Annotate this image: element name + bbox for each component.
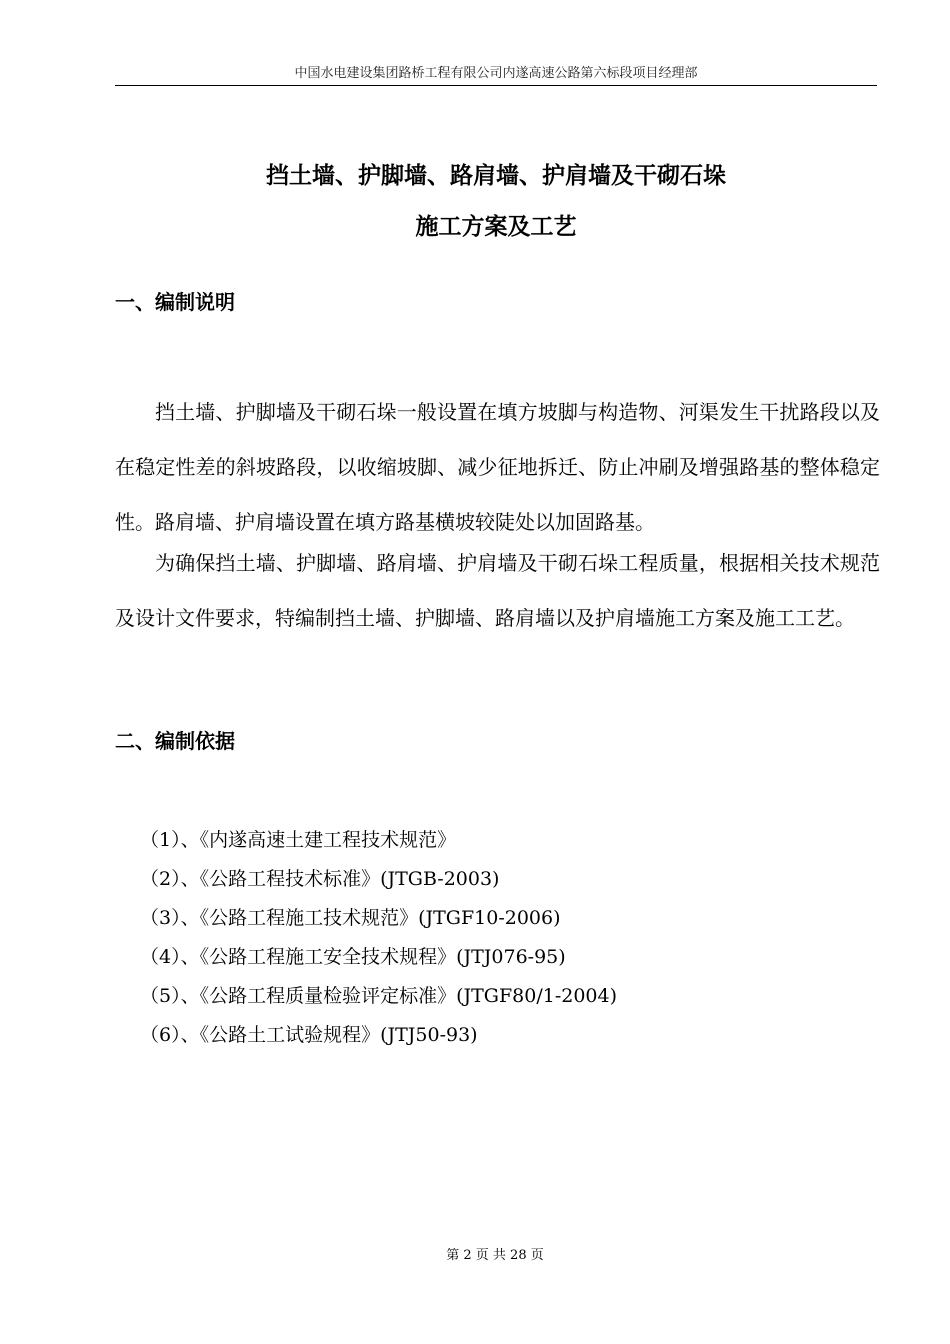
document-title-line-1: 挡土墙、护脚墙、路肩墙、护肩墙及干砌石垛 xyxy=(266,163,726,189)
page-number: 第 2 页 共 28 页 xyxy=(446,1248,544,1263)
reference-item: （3）、《公路工程施工技术规范》(JTGF10-2006) xyxy=(140,907,561,929)
section-heading-compilation-notes: 一、编制说明 xyxy=(115,290,235,314)
paragraph-2: 为确保挡土墙、护脚墙、路肩墙、护肩墙及干砌石垛工程质量，根据相关技术规范及设计文件要求，特编制挡土墙、护脚墙、路肩墙以及护肩墙施工方案及施工工艺。 xyxy=(115,551,880,630)
reference-item: （1）、《内遂高速土建工程技术规范》 xyxy=(140,829,457,851)
document-title-line-2: 施工方案及工艺 xyxy=(415,214,577,240)
reference-list xyxy=(140,821,617,1055)
header-divider xyxy=(115,85,877,86)
reference-item: （5）、《公路工程质量检验评定标准》(JTGF80/1-2004) xyxy=(140,985,618,1007)
reference-item: （4）、《公路工程施工安全技术规程》(JTJ076-95) xyxy=(140,946,566,968)
section-heading-compilation-basis: 二、编制依据 xyxy=(115,729,235,753)
reference-item: （6）、《公路土工试验规程》(JTJ50-93) xyxy=(140,1024,478,1046)
reference-item: （2）、《公路工程技术标准》(JTGB-2003) xyxy=(140,868,500,890)
paragraph-1: 挡土墙、护脚墙及干砌石垛一般设置在填方坡脚与构造物、河渠发生干扰路段以及在稳定性差的斜坡路段，以收缩坡脚、减少征地拆迁、防止冲刷及增强路基的整体稳定性。路肩墙、护肩墙设置在填方路基横坡较陡处以加固路基。 xyxy=(115,400,880,534)
running-header: 中国水电建设集团路桥工程有限公司内遂高速公路第六标段项目经理部 xyxy=(294,66,698,81)
